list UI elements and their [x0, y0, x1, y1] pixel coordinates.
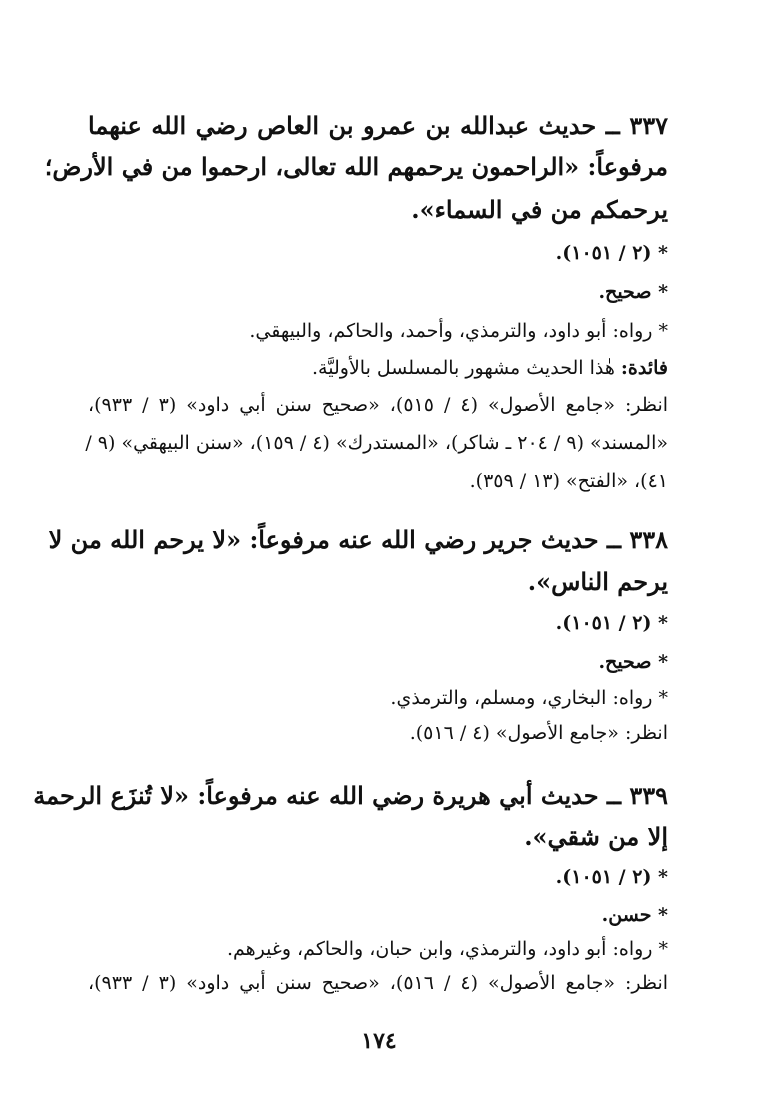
hadith-337-grade: * صحيح.: [598, 281, 668, 303]
hadith-338-grade: * صحيح.: [598, 651, 668, 673]
hadith-338-heading-line-1: ٣٣٨ ــ حديث جرير رضي الله عنه مرفوعاً: «لا يرحم الله من لا: [48, 525, 668, 554]
hadith-338-reference: * (٢ / ١٠٥١).: [555, 612, 668, 634]
hadith-338-narrators: * رواه: البخاري، ومسلم، والترمذي.: [390, 687, 668, 709]
hadith-339-narrators: * رواه: أبو داود، والترمذي، وابن حبان، والحاكم، وغيرهم.: [226, 938, 668, 960]
hadith-337-see-line-2: «المسند» (٩ / ٢٠٤ ـ شاكر)، «المستدرك» (٤ / ١٥٩)، «سنن البيهقي» (٩ /: [85, 432, 668, 454]
hadith-337-see-line-1: انظر: «جامع الأصول» (٤ / ٥١٥)، «صحيح سنن أبي داود» (٣ / ٩٣٣)،: [88, 394, 669, 416]
hadith-339-heading-line-1: ٣٣٩ ــ حديث أبي هريرة رضي الله عنه مرفوعاً: «لا تُنزَع الرحمة: [33, 781, 668, 810]
hadith-338-heading-line-2: يرحم الناس».: [527, 567, 668, 596]
hadith-337-reference: * (٢ / ١٠٥١).: [555, 242, 668, 264]
hadith-337-benefit: [88, 357, 668, 380]
page-number: ١٧٤: [361, 1028, 397, 1054]
hadith-337-see-line-3: ٤١)، «الفتح» (١٣ / ٣٥٩).: [469, 470, 668, 492]
hadith-338-see-line-1: انظر: «جامع الأصول» (٤ / ٥١٦).: [409, 722, 668, 744]
benefit-label: فائدة:: [620, 357, 668, 379]
hadith-337-heading-line-3: يرحمكم من في السماء».: [411, 195, 668, 224]
hadith-339-heading-line-2: إلا من شقي».: [524, 822, 668, 851]
hadith-339-see-line-1: انظر: «جامع الأصول» (٤ / ٥١٦)، «صحيح سنن أبي داود» (٣ / ٩٣٣)،: [88, 972, 669, 994]
hadith-337-narrators: * رواه: أبو داود، والترمذي، وأحمد، والحاكم، والبيهقي.: [249, 320, 668, 342]
hadith-337-heading-line-2: مرفوعاً: «الراحمون يرحمهم الله تعالى، ارحموا من في الأرض؛: [44, 152, 668, 181]
hadith-339-grade: * حسن.: [601, 904, 668, 926]
hadith-337-heading-line-1: ٣٣٧ ــ حديث عبدالله بن عمرو بن العاص رضي الله عنهما: [88, 111, 669, 140]
hadith-339-reference: * (٢ / ١٠٥١).: [555, 866, 668, 888]
benefit-text: هٰذا الحديث مشهور بالمسلسل بالأوليَّة.: [312, 357, 615, 379]
